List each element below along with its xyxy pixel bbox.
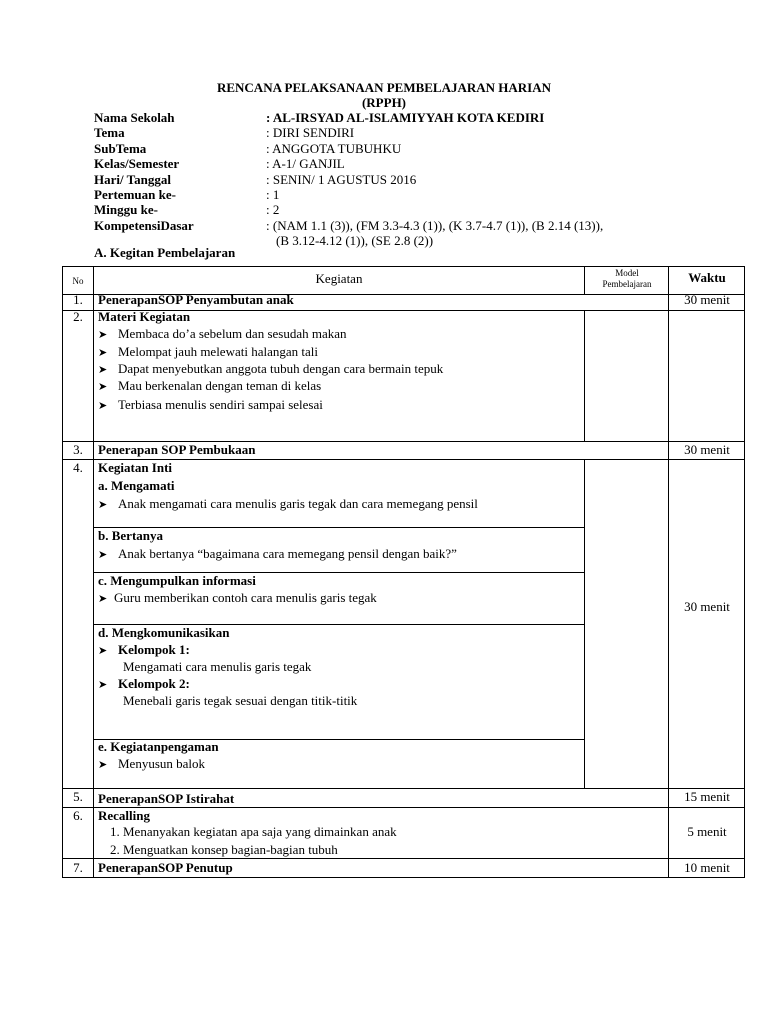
row-waktu: 15 menit [684, 789, 730, 804]
info-label: Tema [94, 125, 125, 141]
header-no: No [72, 276, 84, 286]
subsection-title: a. Mengamati [98, 478, 175, 493]
arrowhead-bullet-icon: ➤ [98, 549, 108, 561]
info-value: : 2 [266, 202, 280, 218]
arrowhead-bullet-icon: ➤ [98, 400, 108, 412]
subsection-title: e. Kegiatanpengaman [98, 739, 219, 754]
header-kegiatan: Kegiatan [315, 271, 363, 286]
info-value: : (NAM 1.1 (3)), (FM 3.3-4.3 (1)), (K 3.7-4.7 (1)), (B 2.14 (13)), [266, 217, 604, 233]
subsection-title: d. Mengkomunikasikan [98, 625, 230, 640]
info-value: : A-1/ GANJIL [266, 156, 345, 172]
list-item: ➤ Kelompok 1: [98, 642, 190, 657]
row-title: PenerapanSOP Istirahat [98, 791, 235, 806]
list-item: ➤ Kelompok 2: [98, 676, 190, 691]
info-value: : 1 [266, 186, 280, 202]
row-title: Materi Kegiatan [98, 309, 191, 324]
list-item: ➤ Anak bertanya “bagaimana cara memegang pensil dengan baik?” [98, 546, 457, 561]
row-waktu: 10 menit [684, 860, 730, 875]
row-no: 3. [73, 442, 83, 457]
info-value-continuation: (B 3.12-4.12 (1)), (SE 2.8 (2)) [276, 233, 434, 249]
arrowhead-bullet-icon: ➤ [98, 364, 108, 376]
subsection-title: c. Mengumpulkan informasi [98, 573, 256, 588]
row-no: 5. [73, 789, 83, 804]
list-item: ➤ Anak mengamati cara menulis garis tegak dan cara memegang pensil [98, 496, 478, 511]
info-value: : ANGGOTA TUBUHKU [266, 140, 402, 156]
arrowhead-bullet-icon: ➤ [98, 499, 108, 511]
row-waktu: 30 menit [684, 599, 730, 614]
list-item: ➤ Guru memberikan contoh cara menulis garis tegak [98, 590, 377, 605]
row-no: 6. [73, 808, 83, 823]
arrowhead-bullet-icon: ➤ [98, 593, 108, 605]
subsection-title: b. Bertanya [98, 528, 163, 543]
info-label: Nama Sekolah [94, 110, 175, 125]
arrowhead-bullet-icon: ➤ [98, 347, 108, 359]
arrowhead-bullet-icon: ➤ [98, 679, 108, 691]
row-no: 4. [73, 460, 83, 475]
row-no: 7. [73, 860, 83, 875]
row-title: Recalling [98, 808, 150, 823]
activity-table [62, 266, 745, 878]
list-item: ➤ Menyusun balok [98, 756, 206, 771]
info-value: : AL-IRSYAD AL-ISLAMIYYAH KOTA KEDIRI [266, 110, 545, 125]
row-title: Penerapan SOP Pembukaan [98, 442, 256, 457]
info-label: Pertemuan ke- [94, 186, 176, 202]
info-value: : DIRI SENDIRI [266, 125, 355, 141]
info-label: Minggu ke- [94, 202, 158, 218]
document-subtitle: (RPPH) [361, 95, 407, 110]
arrowhead-bullet-icon: ➤ [98, 645, 108, 657]
header-waktu: Waktu [688, 270, 726, 285]
header-model: Model Pembelajaran [602, 268, 652, 289]
list-item: ➤ Mau berkenalan dengan teman di kelas [98, 378, 322, 393]
arrowhead-bullet-icon: ➤ [98, 329, 108, 341]
list-item: 2. Menguatkan konsep bagian-bagian tubuh [110, 842, 338, 857]
row-title: PenerapanSOP Penutup [98, 860, 233, 875]
info-label: SubTema [94, 140, 147, 156]
info-value: : SENIN/ 1 AGUSTUS 2016 [266, 171, 417, 187]
row-waktu: 30 menit [684, 292, 730, 307]
row-title: PenerapanSOP Penyambutan anak [98, 292, 294, 307]
row-no: 1. [73, 292, 83, 307]
row-no: 2. [73, 309, 83, 324]
list-item: 1. Menanyakan kegiatan apa saja yang dimainkan anak [110, 824, 397, 839]
list-item: ➤ Terbiasa menulis sendiri sampai selesai [98, 397, 323, 412]
group-text: Mengamati cara menulis garis tegak [123, 659, 312, 674]
info-label: Kelas/Semester [94, 156, 180, 172]
section-heading: A. Kegitan Pembelajaran [94, 245, 236, 260]
arrowhead-bullet-icon: ➤ [98, 381, 108, 393]
group-text: Menebali garis tegak sesuai dengan titik-titik [123, 693, 358, 708]
row-waktu: 30 menit [684, 442, 730, 457]
list-item: ➤ Membaca do’a sebelum dan sesudah makan [98, 326, 347, 341]
list-item: ➤ Dapat menyebutkan anggota tubuh dengan cara bermain tepuk [98, 361, 444, 376]
info-label: Hari/ Tanggal [94, 171, 171, 187]
arrowhead-bullet-icon: ➤ [98, 759, 108, 771]
document-title: RENCANA PELAKSANAAN PEMBELAJARAN HARIAN [216, 80, 552, 95]
row-title: Kegiatan Inti [98, 460, 173, 475]
info-label: KompetensiDasar [94, 217, 194, 233]
list-item: ➤ Melompat jauh melewati halangan tali [98, 344, 318, 359]
row-waktu: 5 menit [687, 824, 727, 839]
